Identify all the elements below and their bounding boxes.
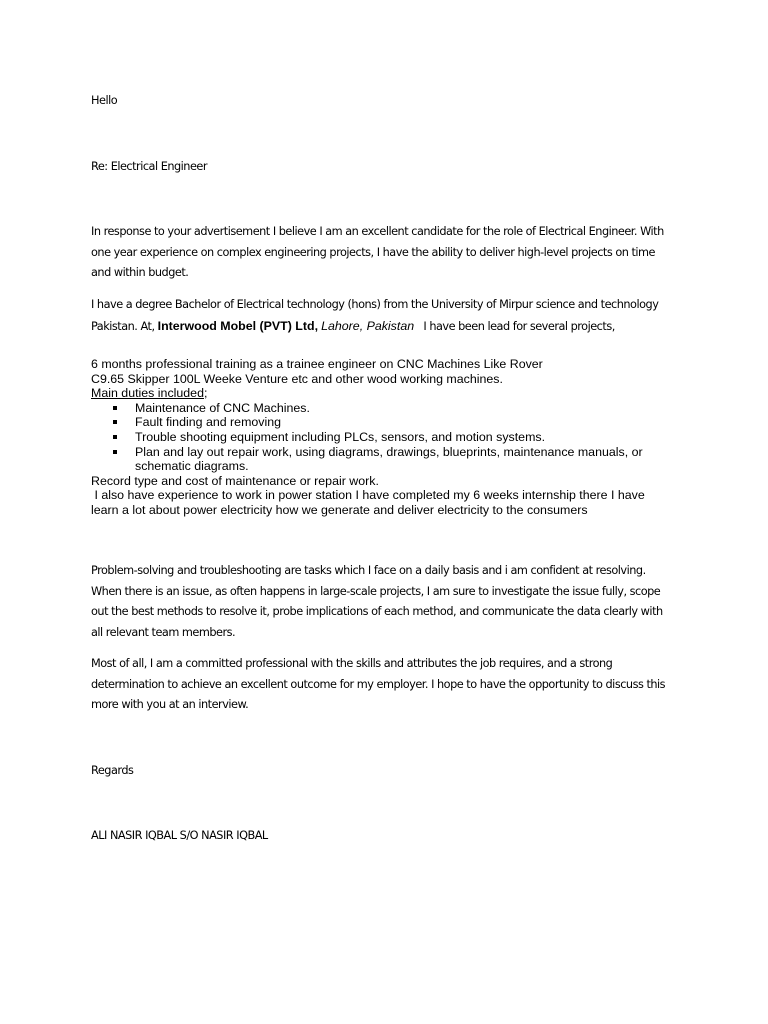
commitment-paragraph: Most of all, I am a committed professional with the skills and attributes the job requires, and a strong determination to achieve an excellent outcome for my employer. I hope to have the opportunity to discuss this more with you at an interview. [91,657,666,711]
degree-paragraph [91,295,676,337]
closing: Regards [91,764,134,777]
training-line-1: 6 months professional training as a trainee engineer on CNC Machines Like Rover [91,357,543,371]
training-line-2: C9.65 Skipper 100L Weeke Venture etc and other wood working machines. [91,371,503,386]
list-item [91,445,670,474]
square-bullet-icon [113,450,117,454]
company-location: Lahore, Pakistan [321,318,415,333]
subject-line: Re: Electrical Engineer [91,160,208,173]
power-station-line-1: I also have experience to work in power station I have completed my 6 weeks internship there I have [91,488,645,503]
experience-section [91,357,691,518]
list-item [91,401,691,416]
greeting: Hello [91,94,118,107]
degree-text-part1: I have a degree Bachelor of Electrical technology (hons) from the University of Mirpur science and technology Pakistan. At, [91,298,659,333]
intro-paragraph: In response to your advertisement I believe I am an excellent candidate for the role of Electrical Engineer. With one year experience on complex engineering projects, I have the ability to deliver high-level projects on time and within budget. [91,225,664,279]
problem-solving-paragraph: Problem-solving and troubleshooting are tasks which I face on a daily basis and i am confident at resolving. When there is an issue, as often happens in large-scale projects, I am sure to investigate the issue fully, scope out the best methods to resolve it, probe implications of each method, and communicate the data clearly with all relevant team members. [91,564,663,639]
degree-text-part2: I have been lead for several projects, [423,319,615,333]
square-bullet-icon [113,420,117,424]
duties-heading-label: Main duties included [91,386,204,401]
duties-list [91,401,691,474]
power-station-line-2: learn a lot about power electricity how we generate and deliver electricity to the consumers [91,502,588,517]
record-line: Record type and cost of maintenance or repair work. [91,473,379,488]
company-name: Interwood Mobel (PVT) Ltd, [157,318,319,333]
duty-text: Plan and lay out repair work, using diagrams, drawings, blueprints, maintenance manuals, or schematic diagrams. [135,444,643,474]
square-bullet-icon [113,435,117,439]
list-item [91,430,691,445]
duty-text: Maintenance of CNC Machines. [135,400,310,415]
duties-heading-suffix: ; [203,386,208,401]
duty-text: Fault finding and removing [135,415,282,430]
duty-text: Trouble shooting equipment including PLCs, sensors, and motion systems. [135,429,546,444]
duties-heading [91,386,691,401]
list-item [91,415,691,430]
square-bullet-icon [113,406,117,410]
signature: ALI NASIR IQBAL S/O NASIR IQBAL [91,829,268,842]
